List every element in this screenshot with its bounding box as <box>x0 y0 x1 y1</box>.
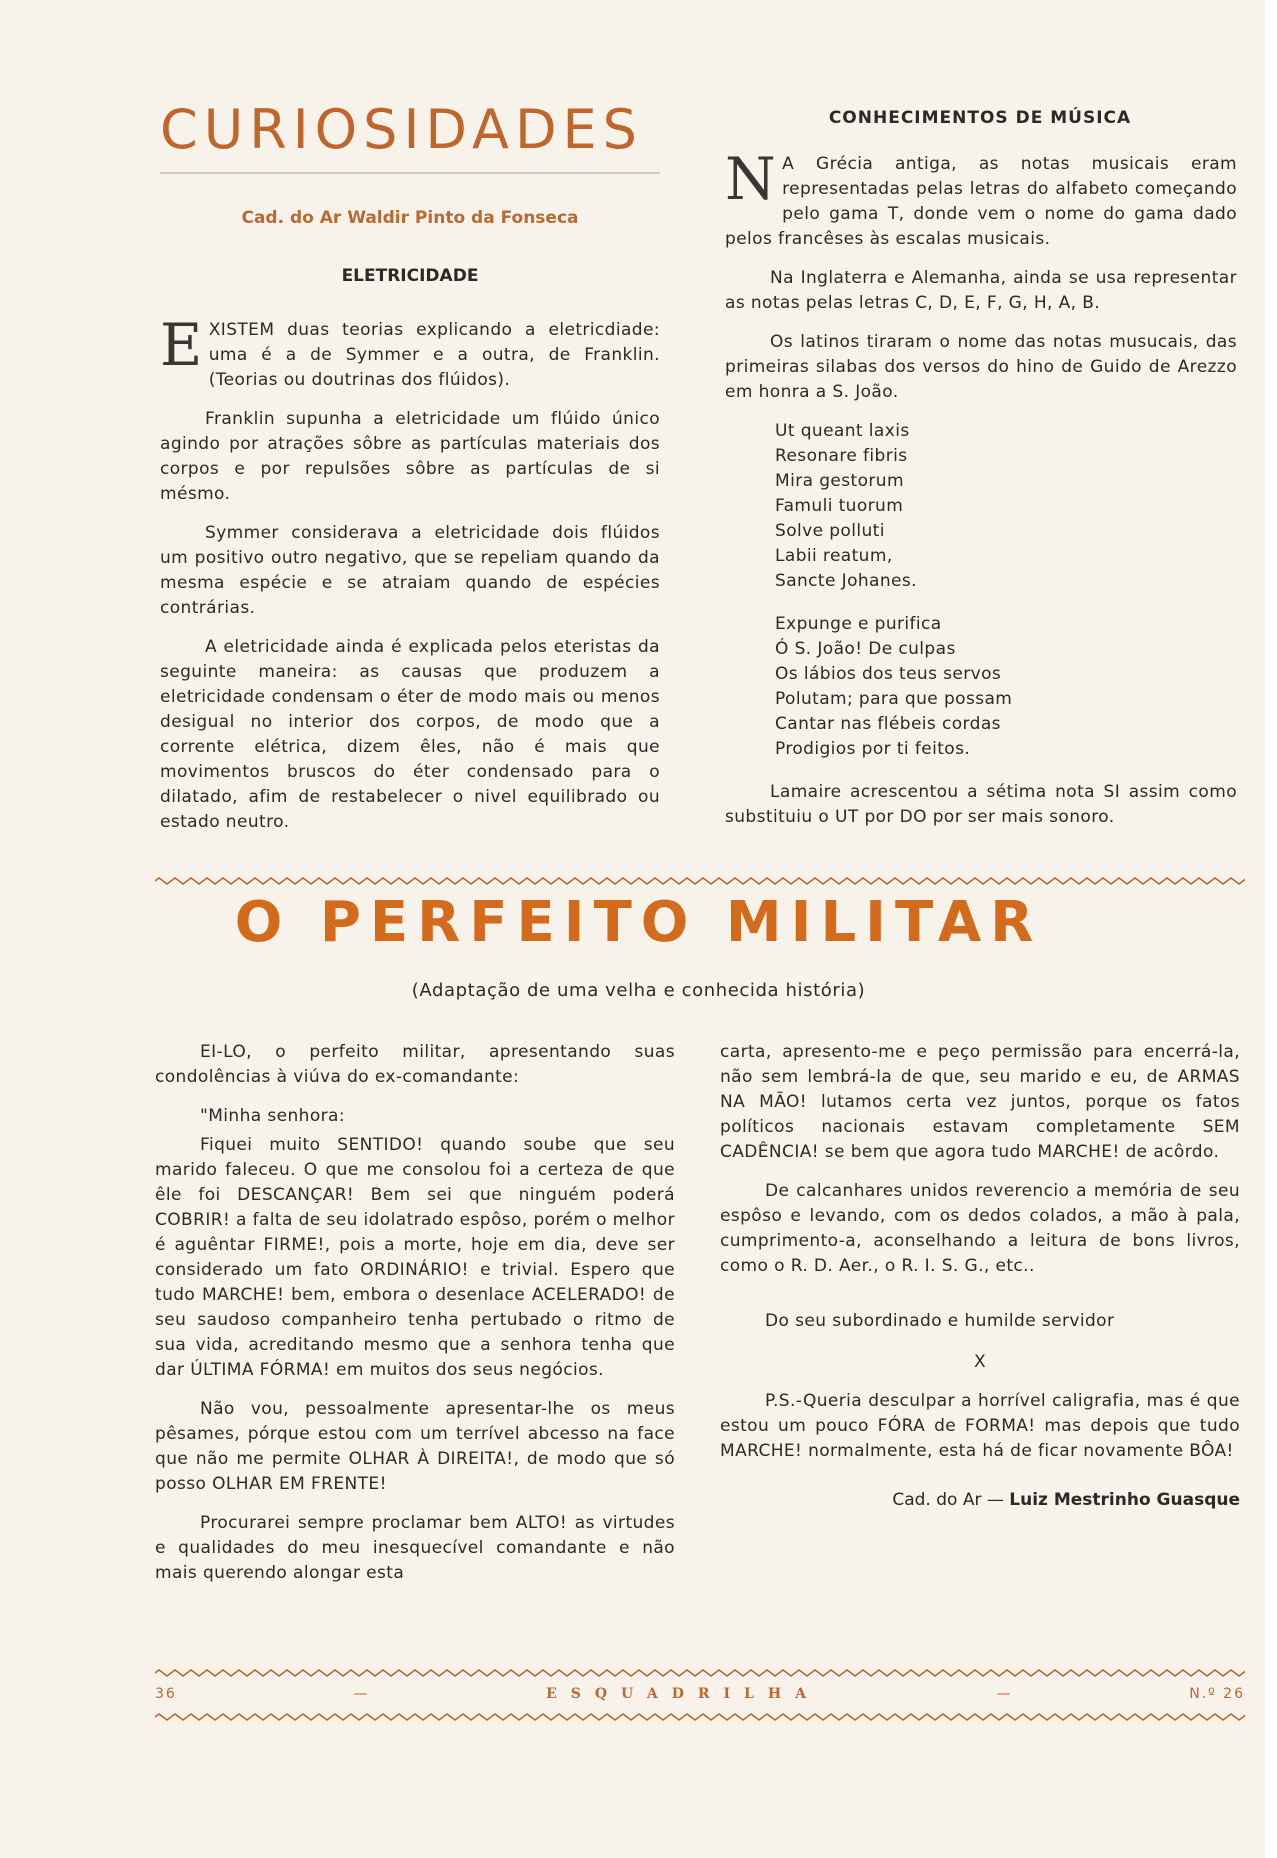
verse-line: Polutam; para que possam <box>775 689 1013 709</box>
verse-line: Labii reatum, <box>775 546 893 566</box>
paragraph <box>160 311 660 393</box>
wavy-line <box>155 876 1245 886</box>
dropcap: N <box>725 145 777 213</box>
footer-dash: — <box>353 1686 370 1702</box>
signature-name: Luiz Mestrinho Guasque <box>1009 1490 1240 1510</box>
wavy-divider-top <box>155 876 1245 886</box>
subtitle-eletricidade: ELETRICIDADE <box>341 266 479 286</box>
verse-portuguese <box>775 612 1237 762</box>
wavy-line <box>155 1668 1245 1678</box>
paragraph: Não vou, pessoalmente apresentar-lhe os meus pêsames, pórque estou com um terrível abcesso na face que não me permite OLHAR À DIREITA!, de modo que só posso OLHAR EM FRENTE! <box>155 1399 675 1494</box>
section-title-curiosidades: CURIOSIDADES <box>160 98 643 161</box>
title-underline <box>160 172 660 174</box>
signature-prefix: Cad. do Ar — <box>892 1490 1004 1510</box>
page-footer <box>155 1686 1245 1702</box>
paragraph: A eletricidade ainda é explicada pelos eteristas da seguinte maneira: as causas que produzem a eletricidade condensam o éter de modo mais ou menos desigual no interior dos corpos, de modo que a corrente elétrica, dizem êles, não é mais que movimentos bruscos do éter condensado para o dilatado, afim de restabelecer o nivel equilibrado ou estado neutro. <box>160 637 660 832</box>
paragraph: EI-LO, o perfeito militar, apresentando suas condolências à viúva do ex-comandante: <box>155 1042 675 1087</box>
wavy-line <box>155 1712 1245 1722</box>
verse-line: Os lábios dos teus servos <box>775 664 1002 684</box>
verse-latin <box>775 419 1237 594</box>
paragraph: De calcanhares unidos reverencio a memória de seu espôso e levando, com os dedos colados, a mão à pala, cumprimento-a, aconselhando a leitura de bons livros, como o R. D. Aer., o R. I. S. G., etc.. <box>720 1181 1240 1276</box>
verse-line: Prodigios por ti feitos. <box>775 739 971 759</box>
paragraph <box>725 145 1237 252</box>
paragraph: Os latinos tiraram o nome das notas musucais, das primeiras silabas dos versos do hino de Guido de Arezzo em honra a S. João. <box>725 332 1237 402</box>
paragraph: "Minha senhora: <box>200 1106 345 1126</box>
paragraph-text: XISTEM duas teorias explicando a eletricdiade: uma é a de Symmer e a outra, de Franklin. (Teorias ou doutrinas dos flúidos). <box>208 320 660 390</box>
musica-body <box>725 145 1237 844</box>
closing-line: Do seu subordinado e humilde servidor <box>765 1311 1115 1331</box>
verse-line: Mira gestorum <box>775 471 904 491</box>
curiosidades-body <box>160 311 660 849</box>
paragraph: Na Inglaterra e Alemanha, ainda se usa representar as notas pelas letras C, D, E, F, G, H, A, B. <box>725 268 1237 313</box>
verse-line: Resonare fibris <box>775 446 908 466</box>
verse-line: Famuli tuorum <box>775 496 904 516</box>
issue-number: N.º 26 <box>1189 1686 1245 1702</box>
section-title-musica: CONHECIMENTOS DE MÚSICA <box>828 108 1132 128</box>
footer-dash: — <box>996 1686 1013 1702</box>
wave-path <box>155 1714 1245 1720</box>
paragraph: Fiquei muito SENTIDO! quando soube que seu marido faleceu. O que me consolou foi a certeza de que êle foi DESCANÇAR! Bem sei que ninguém poderá COBRIR! a falta de seu idolatrado espôso, porém o melhor é aguêntar FIRME!, pois a morte, hoje em dia, deve ser considerado um fato ORDINÁRIO! e trivial. Espero que tudo MARCHE! bem, embora o desenlace ACELERADO! de seu saudoso companheiro tenha pertubado o ritmo de sua vida, acreditando mesmo que a senhora tenha que dar ÚLTIMA FÓRMA! em muitos dos seus negócios. <box>155 1135 675 1380</box>
verse-line: Sancte Johanes. <box>775 571 917 591</box>
author-curiosidades: Cad. do Ar Waldir Pinto da Fonseca <box>241 208 579 228</box>
verse-line: Solve polluti <box>775 521 885 541</box>
verse-line: Ó S. João! De culpas <box>775 639 956 659</box>
paragraph-text: A Grécia antiga, as notas musicais eram representadas pelas letras do alfabeto começando pelo gama T, donde vem o nome do gama dado pelos francêses às escalas musicais. <box>725 154 1237 249</box>
wavy-divider-footer-bottom <box>155 1712 1245 1722</box>
wavy-divider-footer-top <box>155 1668 1245 1678</box>
militar-right-column <box>720 1040 1240 1530</box>
paragraph: Procurarei sempre proclamar bem ALTO! as virtudes e qualidades do meu inesquecível comandante e não mais querendo alongar esta <box>155 1513 675 1583</box>
signature <box>720 1488 1240 1513</box>
paragraph: Franklin supunha a eletricidade um flúido único agindo por atrações sôbre as partículas materiais dos corpos e por repulsões sôbre as partículas de si mésmo. <box>160 409 660 504</box>
signature-mark: X <box>973 1352 987 1372</box>
wave-path <box>155 1670 1245 1676</box>
dropcap: E <box>160 311 203 379</box>
page-number: 36 <box>155 1686 177 1702</box>
page-edge <box>1265 0 1277 1858</box>
verse-line: Expunge e purifica <box>775 614 942 634</box>
wave-path <box>155 878 1245 884</box>
militar-left-column <box>155 1040 675 1600</box>
postscript: P.S.-Queria desculpar a horrível caligrafia, mas é que estou um pouco FÓRA de FORMA! mas depois que tudo MARCHE! normalmente, esta há de ficar novamente BÔA! <box>720 1391 1240 1461</box>
article-subtitle: (Adaptação de uma velha e conhecida história) <box>411 980 866 1001</box>
article-title-perfeito-militar: O PERFEITO MILITAR <box>234 890 1043 955</box>
paragraph: carta, apresento-me e peço permissão para encerrá-la, não sem lembrá-la de que, seu marido e eu, de ARMAS NA MÃO! lutamos certa vez juntos, porque os fatos políticos nacionais estavam completamente SEM CADÊNCIA! se bem que agora tudo MARCHE! de acôrdo. <box>720 1042 1240 1162</box>
verse-line: Cantar nas flébeis cordas <box>775 714 1001 734</box>
magazine-name: ESQUADRILHA <box>546 1686 820 1702</box>
paragraph: Lamaire acrescentou a sétima nota SI assim como substituiu o UT por DO por ser mais sonoro. <box>725 782 1237 827</box>
verse-line: Ut queant laxis <box>775 421 910 441</box>
paragraph: Symmer considerava a eletricidade dois flúidos um positivo outro negativo, que se repeliam quando da mesma espécie e se atraiam quando de espécies contrárias. <box>160 523 660 618</box>
